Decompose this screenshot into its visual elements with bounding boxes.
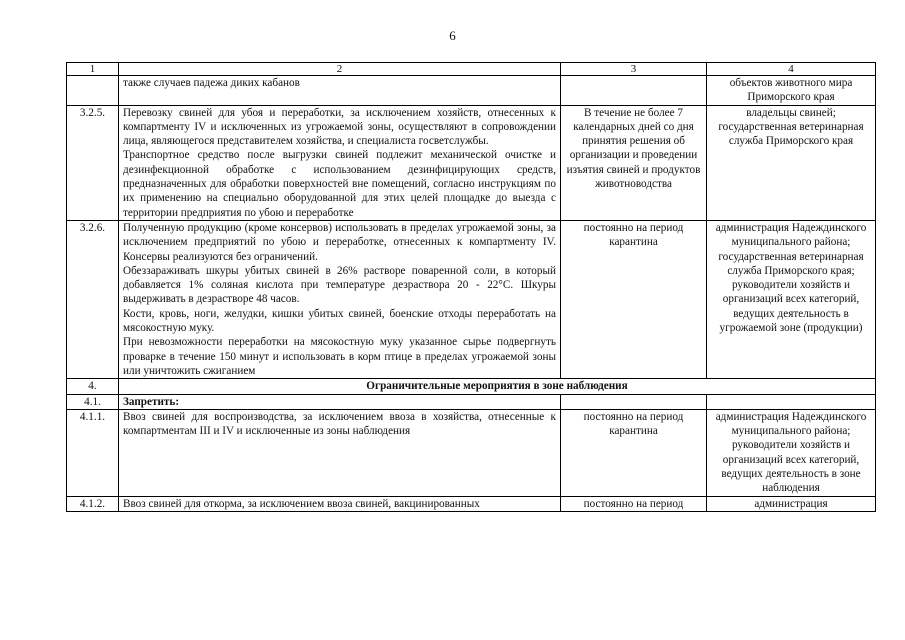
row-term: постоянно на период карантина — [561, 409, 707, 496]
subsection-heading-row — [67, 394, 876, 409]
description-paragraph: Обеззараживать шкуры убитых свиней в 26% растворе поваренной соли, в который добавляется 1% соляная кислота при температуре дезраствора 20 - 22°С. Шкуры выдерживать в дезрастворе 48 часов. — [123, 264, 556, 306]
description-paragraph: Транспортное средство после выгрузки свиней подлежит механической очистке и дезинфекционной обработке с использованием дезинфицирующих средств, предназначенных для обработки поверхностей вне помещений, согласно инструкциям по их применению на специально оборудованной для этих целей площадке до выезда с территории предприятия по убою и переработке — [123, 149, 556, 219]
section-title: Ограничительные мероприятия в зоне наблюдения — [119, 379, 876, 394]
row-description — [119, 220, 561, 378]
row-term: постоянно на период карантина — [561, 220, 707, 378]
page-number: 6 — [449, 28, 456, 43]
row-number: 3.2.5. — [67, 105, 119, 220]
row-number — [67, 76, 119, 106]
table-row — [67, 105, 876, 220]
section-heading-row — [67, 379, 876, 394]
column-number-4: 4 — [707, 63, 876, 76]
description-paragraph: Полученную продукцию (кроме консервов) использовать в пределах угрожаемой зоны, за исключением предприятий по убою и переработке, отнесенных к компартменту IV. Консервы реализуются без ограничений. — [123, 221, 556, 263]
description-paragraph: Ввоз свиней для воспроизводства, за исключением ввоза в хозяйства, отнесенные к компартментам III и IV и исключенные из зоны наблюдения — [123, 410, 556, 438]
row-description — [119, 496, 561, 511]
subsection-title: Запретить: — [119, 394, 561, 409]
column-number-3: 3 — [561, 63, 707, 76]
row-term: постоянно на период — [561, 496, 707, 511]
row-responsible: администрация Надеждинского муниципального района; руководители хозяйств и организаций всех категорий, ведущих деятельность в зоне наблюдения — [707, 409, 876, 496]
row-description — [119, 105, 561, 220]
table-row — [67, 409, 876, 496]
table-row — [67, 76, 876, 106]
row-number: 4.1.1. — [67, 409, 119, 496]
description-paragraph: Ввоз свиней для откорма, за исключением ввоза свиней, вакцинированных — [123, 497, 480, 510]
empty-cell — [561, 394, 707, 409]
section-number: 4. — [67, 379, 119, 394]
row-description — [119, 409, 561, 496]
row-term — [561, 76, 707, 106]
row-responsible: объектов животного мира Приморского края — [707, 76, 876, 106]
row-number: 4.1.2. — [67, 496, 119, 511]
table-row — [67, 220, 876, 378]
row-number: 3.2.6. — [67, 220, 119, 378]
empty-cell — [707, 394, 876, 409]
row-responsible: администрация Надеждинского муниципального района; государственная ветеринарная служба Приморского края; руководители хозяйств и организаций всех категорий, ведущих деятельность в угрожаемой зоне (продукции) — [707, 220, 876, 378]
description-paragraph: При невозможности переработки на мясокостную муку указанное сырье подвергнуть проварке в течение 150 минут и использовать в корм птице в пределах угрожаемой зоны или уничтожить сжиганием — [123, 336, 556, 377]
column-number-1: 1 — [67, 63, 119, 76]
description-paragraph: Перевозку свиней для убоя и переработки, за исключением хозяйств, отнесенных к компартменту IV и исключенных из угрожаемой зоны, осуществляют в сопровождении лица, являющегося представителем хозяйства, и специалиста госветслужбы. — [123, 106, 556, 148]
column-number-row — [67, 63, 876, 76]
row-description — [119, 76, 561, 106]
row-responsible: владельцы свиней; государственная ветеринарная служба Приморского края — [707, 105, 876, 220]
table-row — [67, 496, 876, 511]
row-term: В течение не более 7 календарных дней со дня принятия решения об организации и проведении изъятия свиней и продуктов животноводства — [561, 105, 707, 220]
measures-table — [66, 62, 876, 512]
row-responsible: администрация — [707, 496, 876, 511]
description-paragraph: Кости, кровь, ноги, желудки, кишки убитых свиней, боенские отходы переработать на мясокостную муку. — [123, 307, 556, 335]
description-paragraph: также случаев падежа диких кабанов — [123, 77, 300, 89]
subsection-number: 4.1. — [67, 394, 119, 409]
column-number-2: 2 — [119, 63, 561, 76]
